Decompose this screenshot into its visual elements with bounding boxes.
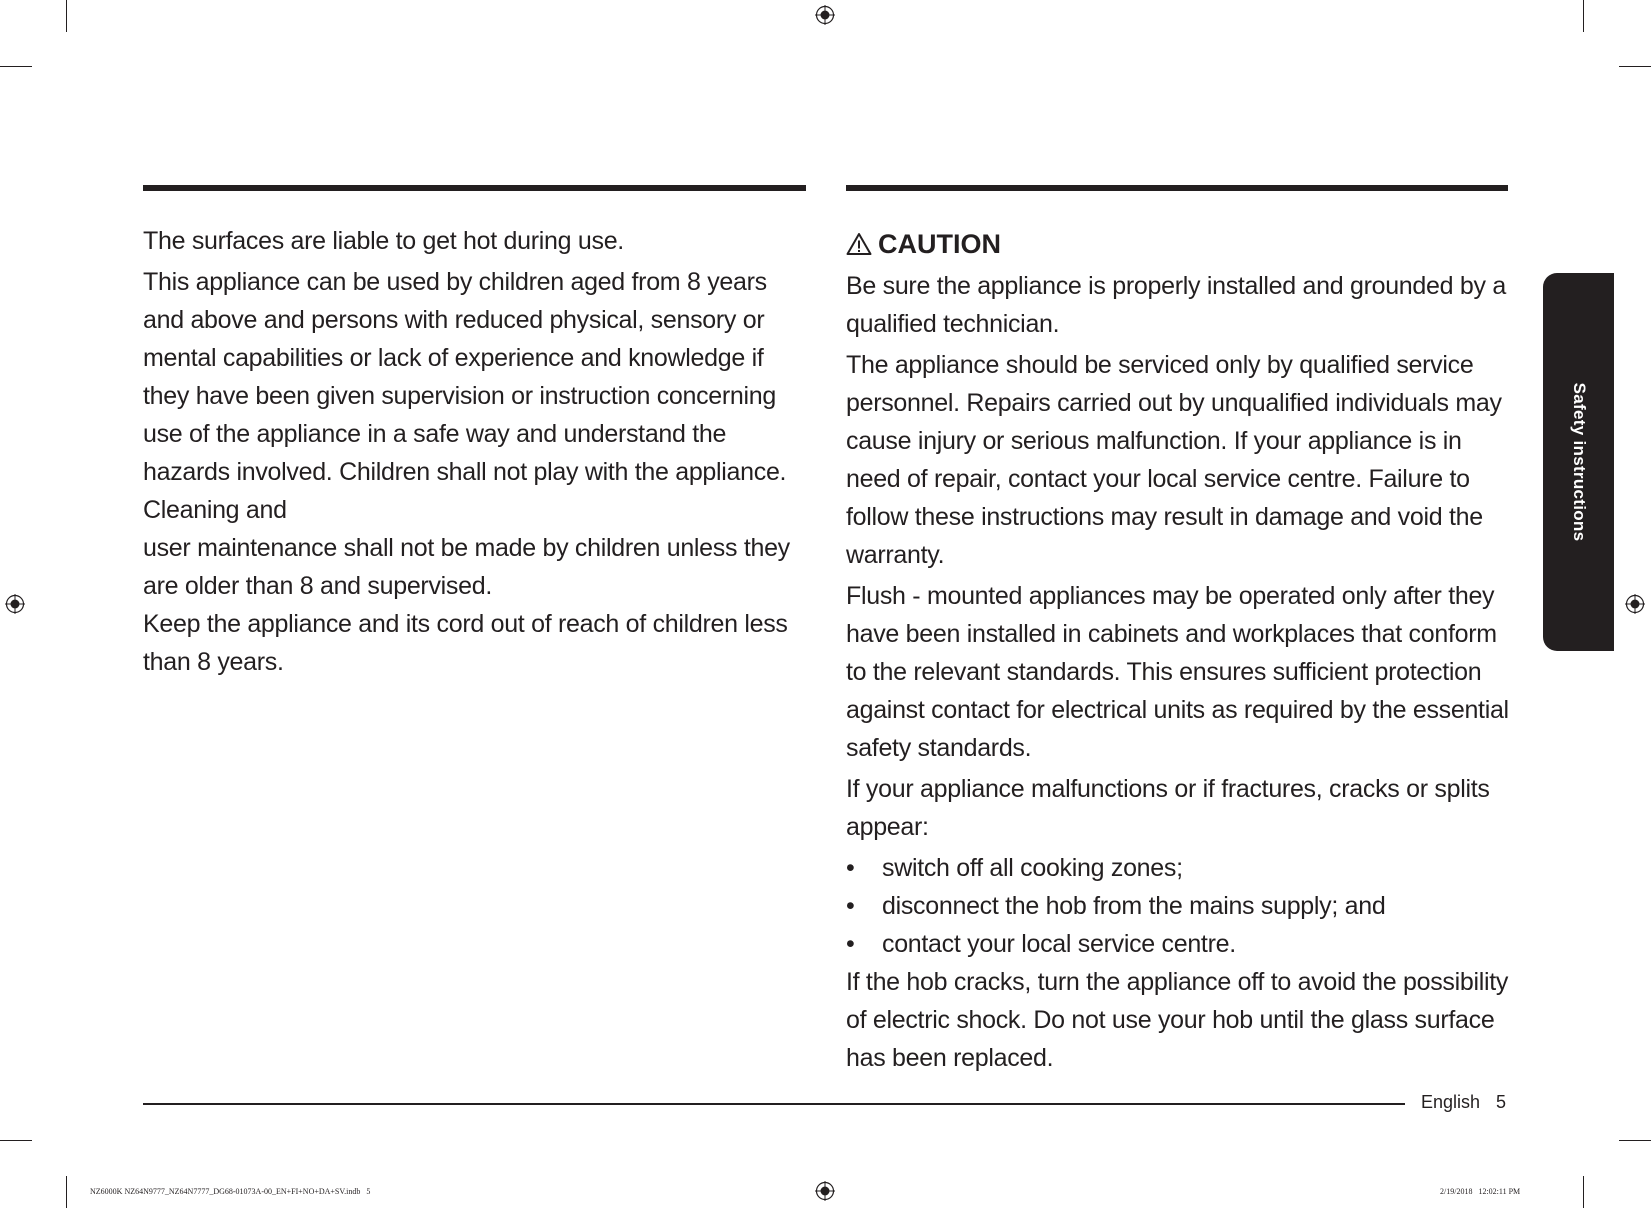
crop-mark — [66, 1176, 67, 1208]
paragraph: Flush - mounted appliances may be operated only after they have been installed in cabinets and workplaces that conform to the relevant standards. This ensures sufficient protection against contact for electrical units as required by the essential safety standards. — [846, 582, 1509, 762]
bullet-list — [846, 849, 1511, 963]
paragraph: Be sure the appliance is properly installed and grounded by a qualified technician. — [846, 272, 1506, 338]
caution-title: CAUTION — [878, 229, 1001, 259]
list-item-text: disconnect the hob from the mains supply; and — [882, 892, 1386, 920]
warning-triangle-icon — [846, 232, 872, 256]
paragraph: If your appliance malfunctions or if fractures, cracks or splits appear: — [846, 775, 1490, 841]
print-slug-timestamp: 2/19/2018 12:02:11 PM — [1440, 1187, 1521, 1196]
crop-mark — [66, 0, 67, 32]
crop-mark — [0, 1140, 32, 1141]
left-column-rule — [143, 185, 806, 191]
list-item — [846, 925, 1511, 963]
paragraph: This appliance can be used by children aged from 8 years and above and persons with reduced physical, sensory or mental capabilities or lack of experience and knowledge if they have been given supervision or instruction concerning use of the appliance in a safe way and understand the hazards involved. Children shall not play with the appliance. Cleaning and — [143, 268, 787, 524]
bullet-icon: • — [846, 854, 855, 882]
crop-mark — [1583, 0, 1584, 32]
list-item-text: contact your local service centre. — [882, 930, 1236, 958]
section-side-tab — [1543, 273, 1614, 651]
list-item — [846, 887, 1511, 925]
left-column — [143, 222, 808, 684]
crop-mark — [1619, 1140, 1651, 1141]
registration-mark-icon — [815, 5, 835, 25]
registration-mark-icon — [5, 594, 25, 614]
print-slug-file: NZ6000K NZ64N9777_NZ64N7777_DG68-01073A-00_EN+FI+NO+DA+SV.indb 5 — [90, 1187, 371, 1196]
paragraph: user maintenance shall not be made by children unless they are older than 8 and supervised. — [143, 534, 790, 600]
page-number: 5 — [1496, 1092, 1507, 1112]
bullet-icon: • — [846, 892, 855, 920]
bullet-icon: • — [846, 930, 855, 958]
paragraph: Keep the appliance and its cord out of reach of children less than 8 years. — [143, 610, 788, 676]
side-tab-label: Safety instructions — [1569, 382, 1589, 542]
registration-mark-icon — [1625, 594, 1645, 614]
crop-mark — [1619, 66, 1651, 67]
registration-mark-icon — [815, 1181, 835, 1201]
crop-mark — [0, 66, 32, 67]
right-column — [846, 225, 1511, 1080]
paragraph: The surfaces are liable to get hot during use. — [143, 227, 624, 255]
right-column-rule — [846, 185, 1508, 191]
footer-language: English — [1421, 1092, 1481, 1112]
list-item-text: switch off all cooking zones; — [882, 854, 1183, 882]
crop-mark — [1583, 1176, 1584, 1208]
list-item — [846, 849, 1511, 887]
caution-heading — [846, 225, 1511, 263]
paragraph: The appliance should be serviced only by qualified service personnel. Repairs carried out by unqualified individuals may cause injury or serious malfunction. If your appliance is in need of repair, contact your local service centre. Failure to follow these instructions may result in damage and void the warranty. — [846, 351, 1502, 569]
paragraph: If the hob cracks, turn the appliance off to avoid the possibility of electric shock. Do not use your hob until the glass surface has been replaced. — [846, 968, 1509, 1072]
footer-rule — [143, 1103, 1405, 1105]
